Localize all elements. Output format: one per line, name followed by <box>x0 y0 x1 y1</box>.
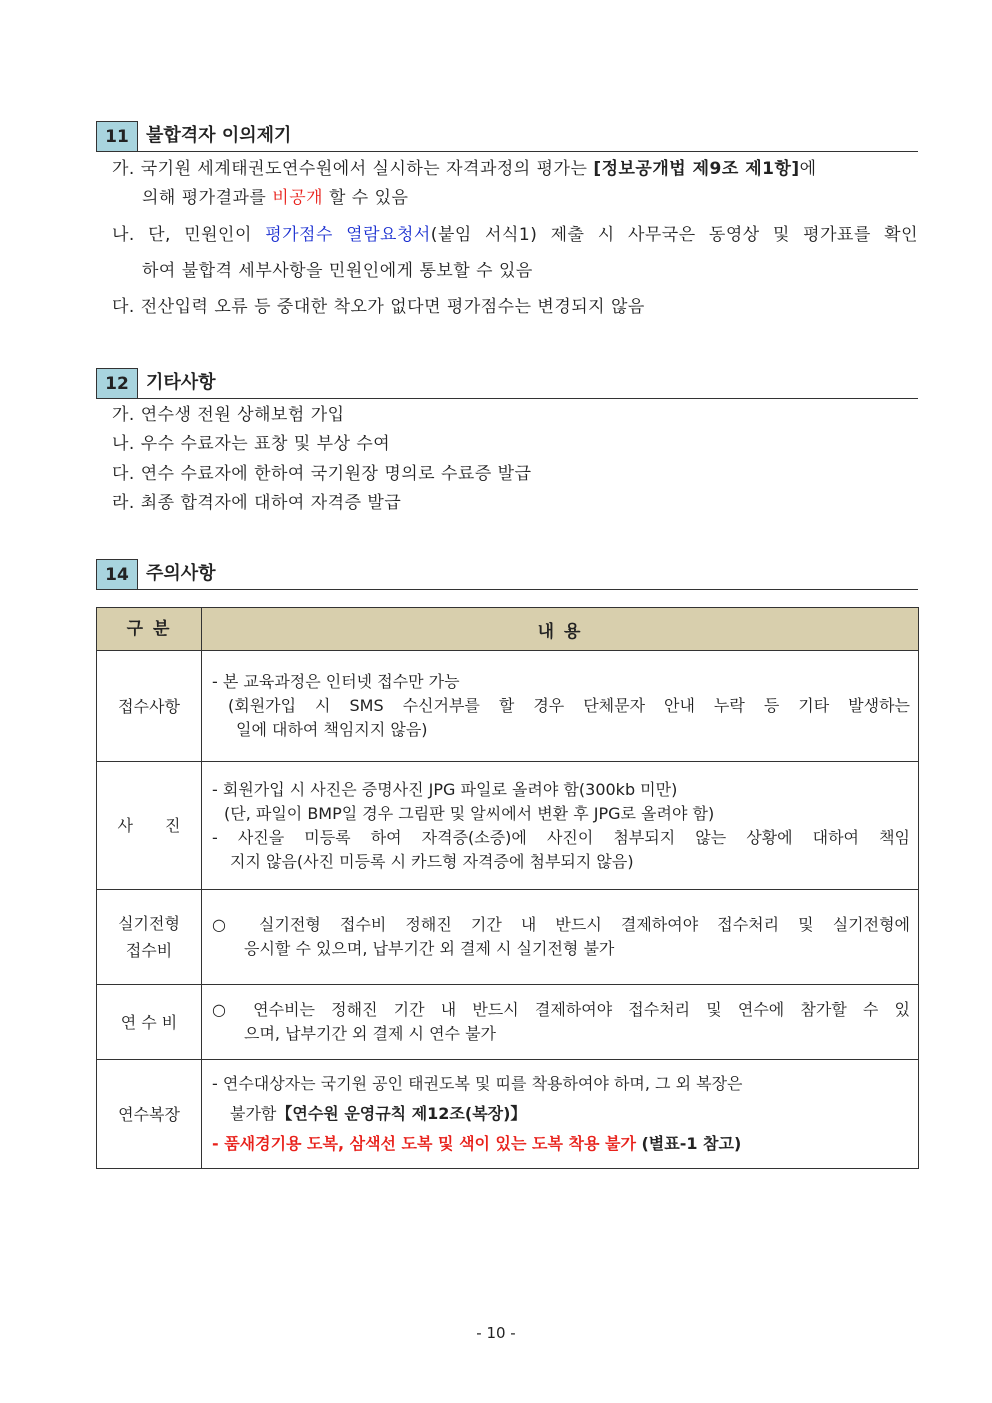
header-category: 구 분 <box>97 608 202 651</box>
table-row <box>97 1060 919 1169</box>
section-title: 불합격자 이의제기 <box>146 125 292 146</box>
page-number: - 10 - <box>476 1324 516 1342</box>
row-category: 연수복장 <box>97 1060 202 1169</box>
s11-item-da: 다. 전산입력 오류 등 중대한 착오가 없다면 평가점수는 변경되지 않음 <box>112 297 645 317</box>
table-row <box>97 890 919 985</box>
s11-item-na: 나. 단, 민원인이 평가점수 열람요청서(붙임 서식1) 제출 시 사무국은 동영상 및 평가표를 확인 <box>112 225 919 245</box>
section-number: 14 <box>96 559 138 589</box>
row-content <box>202 762 919 890</box>
table-row <box>97 985 919 1060</box>
content-line: - 품새경기용 도복, 삼색선 도복 및 색이 있는 도복 착용 불가 (별표-1 참고) <box>212 1134 742 1153</box>
content-line: - 연수대상자는 국기원 공인 태권도복 및 띠를 착용하여야 하며, 그 외 복장은 <box>212 1074 743 1093</box>
content-line: - 회원가입 시 사진은 증명사진 JPG 파일로 올려야 함(300kb 미만) <box>212 779 678 799</box>
row-category: 연 수 비 <box>97 985 202 1060</box>
section-11-header <box>96 122 918 152</box>
section-title: 주의사항 <box>146 563 216 584</box>
content-line: (회원가입 시 SMS 수신거부를 할 경우 단체문자 안내 누락 등 기타 발생하는 <box>228 696 910 715</box>
s11-item-ga: 가. 국기원 세계태권도연수원에서 실시하는 자격과정의 평가는 [정보공개법 제9조 제1항]에 <box>112 159 817 179</box>
s12-item: 가. 연수생 전원 상해보험 가입 <box>112 405 345 425</box>
content-line: 지지 않음(사진 미등록 시 카드형 자격증에 첨부되지 않음) <box>230 851 634 871</box>
content-line: - 본 교육과정은 인터넷 접수만 가능 <box>212 672 460 691</box>
section-number: 11 <box>96 121 138 151</box>
content-line: ○ 실기전형 접수비 정해진 기간 내 반드시 결제하여야 접수처리 및 실기전형에 <box>212 915 910 934</box>
row-category: 접수사항 <box>97 651 202 762</box>
s12-item: 나. 우수 수료자는 표창 및 부상 수여 <box>112 434 391 454</box>
content-line: 일에 대하여 책임지지 않음) <box>236 720 428 739</box>
section-14-header <box>96 560 918 590</box>
s12-item: 다. 연수 수료자에 한하여 국기원장 명의로 수료증 발급 <box>112 464 532 484</box>
content-line: 불가함【연수원 운영규칙 제12조(복장)】 <box>230 1104 527 1123</box>
row-category: 사 진 <box>97 762 202 890</box>
section-title: 기타사항 <box>146 372 216 393</box>
category-line: 접수비 <box>125 941 173 960</box>
content-line: 응시할 수 있으며, 납부기간 외 결제 시 실기전형 불가 <box>244 939 615 958</box>
table-row <box>97 651 919 762</box>
notice-table <box>96 607 919 1169</box>
row-content <box>202 651 919 762</box>
content-line: ○ 연수비는 정해진 기간 내 반드시 결제하여야 접수처리 및 연수에 참가할 수 있 <box>212 1000 910 1019</box>
table-row <box>97 762 919 890</box>
header-content: 내 용 <box>202 608 919 651</box>
s12-item: 라. 최종 합격자에 대하여 자격증 발급 <box>112 493 402 513</box>
section-number: 12 <box>96 368 138 398</box>
content-line: 으며, 납부기간 외 결제 시 연수 불가 <box>244 1024 496 1043</box>
s11-item-ga-cont: 의해 평가결과를 비공개 할 수 있음 <box>142 188 409 208</box>
row-content <box>202 1060 919 1169</box>
content-line: - 사진을 미등록 하여 자격증(소증)에 사진이 첨부되지 않는 상황에 대하여 책임 <box>212 827 910 847</box>
row-content <box>202 985 919 1060</box>
category-line: 실기전형 <box>118 914 180 933</box>
row-category <box>97 890 202 985</box>
section-12-header <box>96 369 918 399</box>
content-line: (단, 파일이 BMP일 경우 그림판 및 알씨에서 변환 후 JPG로 올려야 함) <box>224 803 715 823</box>
table-header-row <box>97 608 919 651</box>
row-content <box>202 890 919 985</box>
s11-item-na-cont: 하여 불합격 세부사항을 민원인에게 통보할 수 있음 <box>142 261 533 281</box>
